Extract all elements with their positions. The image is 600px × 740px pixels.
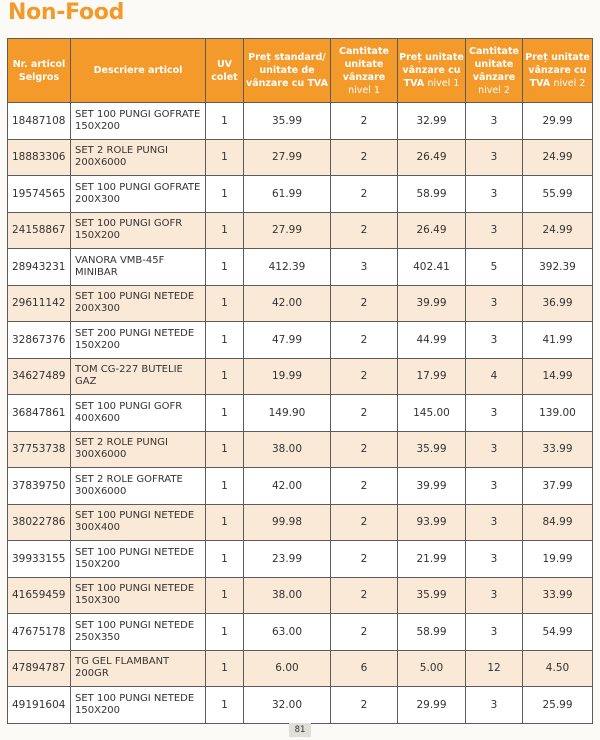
cell-price-level-2: 24.99: [523, 212, 593, 249]
cell-article-number: 18883306: [8, 139, 71, 176]
cell-standard-price: 42.00: [244, 468, 331, 505]
cell-article-number: 18487108: [8, 103, 71, 140]
cell-article-number: 32867376: [8, 322, 71, 359]
table-row: [8, 358, 593, 395]
cell-description: TG GEL FLAMBANT 200GR: [71, 650, 206, 687]
cell-description: TOM CG-227 BUTELIE GAZ: [71, 358, 206, 395]
cell-description: SET 100 PUNGI NETEDE 200X300: [71, 285, 206, 322]
cell-uv-colet: 1: [206, 322, 244, 359]
cell-uv-colet: 1: [206, 249, 244, 286]
cell-price-level-1: 35.99: [398, 431, 466, 468]
cell-description: SET 200 PUNGI NETEDE 150X200: [71, 322, 206, 359]
cell-standard-price: 32.00: [244, 687, 331, 724]
table-row: [8, 614, 593, 651]
table-row: [8, 541, 593, 578]
header-qty-level-1-main: Cantitate unitate vânzare: [339, 45, 389, 83]
header-price-level-2-sub: nivel 2: [553, 78, 586, 89]
cell-price-level-2: 41.99: [523, 322, 593, 359]
cell-qty-level-1: 2: [331, 358, 398, 395]
cell-qty-level-1: 2: [331, 322, 398, 359]
cell-price-level-2: 25.99: [523, 687, 593, 724]
cell-price-level-1: 26.49: [398, 139, 466, 176]
cell-qty-level-2: 3: [466, 212, 523, 249]
cell-standard-price: 19.99: [244, 358, 331, 395]
cell-qty-level-1: 2: [331, 541, 398, 578]
cell-description: SET 2 ROLE GOFRATE 300X6000: [71, 468, 206, 505]
cell-uv-colet: 1: [206, 468, 244, 505]
cell-qty-level-2: 3: [466, 468, 523, 505]
cell-qty-level-2: 3: [466, 176, 523, 213]
cell-standard-price: 23.99: [244, 541, 331, 578]
cell-standard-price: 61.99: [244, 176, 331, 213]
table-row: [8, 139, 593, 176]
cell-article-number: 19574565: [8, 176, 71, 213]
cell-standard-price: 47.99: [244, 322, 331, 359]
cell-standard-price: 38.00: [244, 431, 331, 468]
cell-qty-level-1: 2: [331, 139, 398, 176]
cell-price-level-2: 392.39: [523, 249, 593, 286]
cell-price-level-1: 402.41: [398, 249, 466, 286]
cell-qty-level-1: 2: [331, 395, 398, 432]
cell-article-number: 41659459: [8, 577, 71, 614]
cell-article-number: 47675178: [8, 614, 71, 651]
cell-uv-colet: 1: [206, 650, 244, 687]
cell-qty-level-1: 2: [331, 285, 398, 322]
table-row: [8, 249, 593, 286]
table-row: [8, 687, 593, 724]
cell-qty-level-1: 6: [331, 650, 398, 687]
cell-qty-level-2: 3: [466, 541, 523, 578]
cell-article-number: 38022786: [8, 504, 71, 541]
header-price-level-1-sub: nivel 1: [427, 78, 460, 89]
cell-description: SET 2 ROLE PUNGI 200X6000: [71, 139, 206, 176]
cell-description: SET 100 PUNGI GOFRATE 150X200: [71, 103, 206, 140]
cell-price-level-2: 37.99: [523, 468, 593, 505]
cell-uv-colet: 1: [206, 614, 244, 651]
header-standard-price: Preț standard/ unitate de vânzare cu TVA: [244, 39, 331, 103]
cell-standard-price: 412.39: [244, 249, 331, 286]
cell-standard-price: 99.98: [244, 504, 331, 541]
header-uv-colet: UV colet: [206, 39, 244, 103]
cell-description: SET 2 ROLE PUNGI 300X6000: [71, 431, 206, 468]
cell-qty-level-2: 12: [466, 650, 523, 687]
cell-qty-level-2: 3: [466, 285, 523, 322]
header-price-level-1-main: Preț unitate vânzare cu TVA: [399, 52, 464, 89]
cell-price-level-1: 35.99: [398, 577, 466, 614]
cell-description: SET 100 PUNGI NETEDE 250X350: [71, 614, 206, 651]
table-row: [8, 650, 593, 687]
cell-standard-price: 27.99: [244, 212, 331, 249]
cell-qty-level-2: 4: [466, 358, 523, 395]
header-price-level-1: [398, 39, 466, 103]
table-row: [8, 468, 593, 505]
cell-price-level-1: 39.99: [398, 468, 466, 505]
cell-uv-colet: 1: [206, 431, 244, 468]
cell-uv-colet: 1: [206, 285, 244, 322]
cell-price-level-1: 93.99: [398, 504, 466, 541]
cell-price-level-2: 54.99: [523, 614, 593, 651]
cell-standard-price: 149.90: [244, 395, 331, 432]
cell-qty-level-2: 3: [466, 614, 523, 651]
cell-qty-level-1: 2: [331, 577, 398, 614]
cell-price-level-1: 44.99: [398, 322, 466, 359]
table-row: [8, 103, 593, 140]
cell-uv-colet: 1: [206, 358, 244, 395]
cell-qty-level-2: 3: [466, 322, 523, 359]
cell-description: SET 100 PUNGI GOFRATE 200X300: [71, 176, 206, 213]
cell-qty-level-2: 3: [466, 139, 523, 176]
header-price-level-2: [523, 39, 593, 103]
cell-uv-colet: 1: [206, 687, 244, 724]
cell-uv-colet: 1: [206, 541, 244, 578]
cell-price-level-1: 29.99: [398, 687, 466, 724]
cell-qty-level-1: 2: [331, 176, 398, 213]
cell-article-number: 39933155: [8, 541, 71, 578]
table-row: [8, 212, 593, 249]
table-row: [8, 395, 593, 432]
header-qty-level-2-main: Cantitate unitate vânzare: [469, 45, 519, 83]
cell-qty-level-1: 2: [331, 504, 398, 541]
cell-qty-level-1: 3: [331, 249, 398, 286]
cell-price-level-2: 33.99: [523, 577, 593, 614]
cell-qty-level-2: 3: [466, 504, 523, 541]
cell-qty-level-2: 5: [466, 249, 523, 286]
cell-price-level-2: 4.50: [523, 650, 593, 687]
page-title: Non-Food: [8, 0, 125, 25]
cell-price-level-2: 19.99: [523, 541, 593, 578]
cell-description: SET 100 PUNGI NETEDE 150X200: [71, 687, 206, 724]
cell-qty-level-2: 3: [466, 687, 523, 724]
cell-standard-price: 27.99: [244, 139, 331, 176]
cell-price-level-2: 14.99: [523, 358, 593, 395]
cell-qty-level-1: 2: [331, 431, 398, 468]
header-qty-level-2: [466, 39, 523, 103]
cell-article-number: 47894787: [8, 650, 71, 687]
cell-uv-colet: 1: [206, 395, 244, 432]
cell-article-number: 24158867: [8, 212, 71, 249]
table-row: [8, 176, 593, 213]
cell-article-number: 36847861: [8, 395, 71, 432]
cell-price-level-1: 5.00: [398, 650, 466, 687]
cell-article-number: 29611142: [8, 285, 71, 322]
cell-description: SET 100 PUNGI NETEDE 150X200: [71, 541, 206, 578]
cell-price-level-2: 33.99: [523, 431, 593, 468]
cell-standard-price: 35.99: [244, 103, 331, 140]
cell-price-level-1: 21.99: [398, 541, 466, 578]
cell-price-level-1: 17.99: [398, 358, 466, 395]
cell-qty-level-1: 2: [331, 212, 398, 249]
header-qty-level-2-sub: nivel 2: [478, 84, 510, 96]
cell-standard-price: 38.00: [244, 577, 331, 614]
cell-qty-level-1: 2: [331, 687, 398, 724]
cell-price-level-1: 145.00: [398, 395, 466, 432]
cell-description: SET 100 PUNGI NETEDE 150X300: [71, 577, 206, 614]
cell-qty-level-1: 2: [331, 103, 398, 140]
cell-article-number: 34627489: [8, 358, 71, 395]
header-article-number: Nr. articol Selgros: [8, 39, 71, 103]
cell-qty-level-2: 3: [466, 577, 523, 614]
table-header-row: [8, 39, 593, 103]
cell-qty-level-2: 3: [466, 395, 523, 432]
cell-description: SET 100 PUNGI GOFR 400X600: [71, 395, 206, 432]
cell-article-number: 37753738: [8, 431, 71, 468]
cell-description: SET 100 PUNGI GOFR 150X200: [71, 212, 206, 249]
table-row: [8, 322, 593, 359]
cell-price-level-2: 24.99: [523, 139, 593, 176]
cell-article-number: 49191604: [8, 687, 71, 724]
table-row: [8, 577, 593, 614]
cell-qty-level-2: 3: [466, 431, 523, 468]
cell-description: SET 100 PUNGI NETEDE 300X400: [71, 504, 206, 541]
cell-price-level-2: 36.99: [523, 285, 593, 322]
cell-price-level-1: 26.49: [398, 212, 466, 249]
cell-uv-colet: 1: [206, 139, 244, 176]
cell-price-level-1: 32.99: [398, 103, 466, 140]
cell-description: VANORA VMB-45F MINIBAR: [71, 249, 206, 286]
header-price-level-2-main: Preț unitate vânzare cu TVA: [525, 52, 590, 89]
cell-standard-price: 6.00: [244, 650, 331, 687]
cell-standard-price: 42.00: [244, 285, 331, 322]
cell-uv-colet: 1: [206, 577, 244, 614]
cell-article-number: 28943231: [8, 249, 71, 286]
table-row: [8, 431, 593, 468]
header-qty-level-1: [331, 39, 398, 103]
cell-price-level-2: 139.00: [523, 395, 593, 432]
cell-uv-colet: 1: [206, 103, 244, 140]
cell-qty-level-1: 2: [331, 468, 398, 505]
cell-uv-colet: 1: [206, 212, 244, 249]
header-description: Descriere articol: [71, 39, 206, 103]
table-row: [8, 504, 593, 541]
page-number: 81: [289, 723, 311, 737]
cell-price-level-1: 58.99: [398, 176, 466, 213]
cell-qty-level-1: 2: [331, 614, 398, 651]
cell-standard-price: 63.00: [244, 614, 331, 651]
price-table: [7, 38, 593, 724]
cell-qty-level-2: 3: [466, 103, 523, 140]
cell-price-level-1: 58.99: [398, 614, 466, 651]
cell-price-level-2: 55.99: [523, 176, 593, 213]
header-qty-level-1-sub: nivel 1: [348, 84, 380, 96]
cell-price-level-2: 29.99: [523, 103, 593, 140]
cell-uv-colet: 1: [206, 176, 244, 213]
cell-price-level-2: 84.99: [523, 504, 593, 541]
table-row: [8, 285, 593, 322]
cell-price-level-1: 39.99: [398, 285, 466, 322]
cell-article-number: 37839750: [8, 468, 71, 505]
cell-uv-colet: 1: [206, 504, 244, 541]
